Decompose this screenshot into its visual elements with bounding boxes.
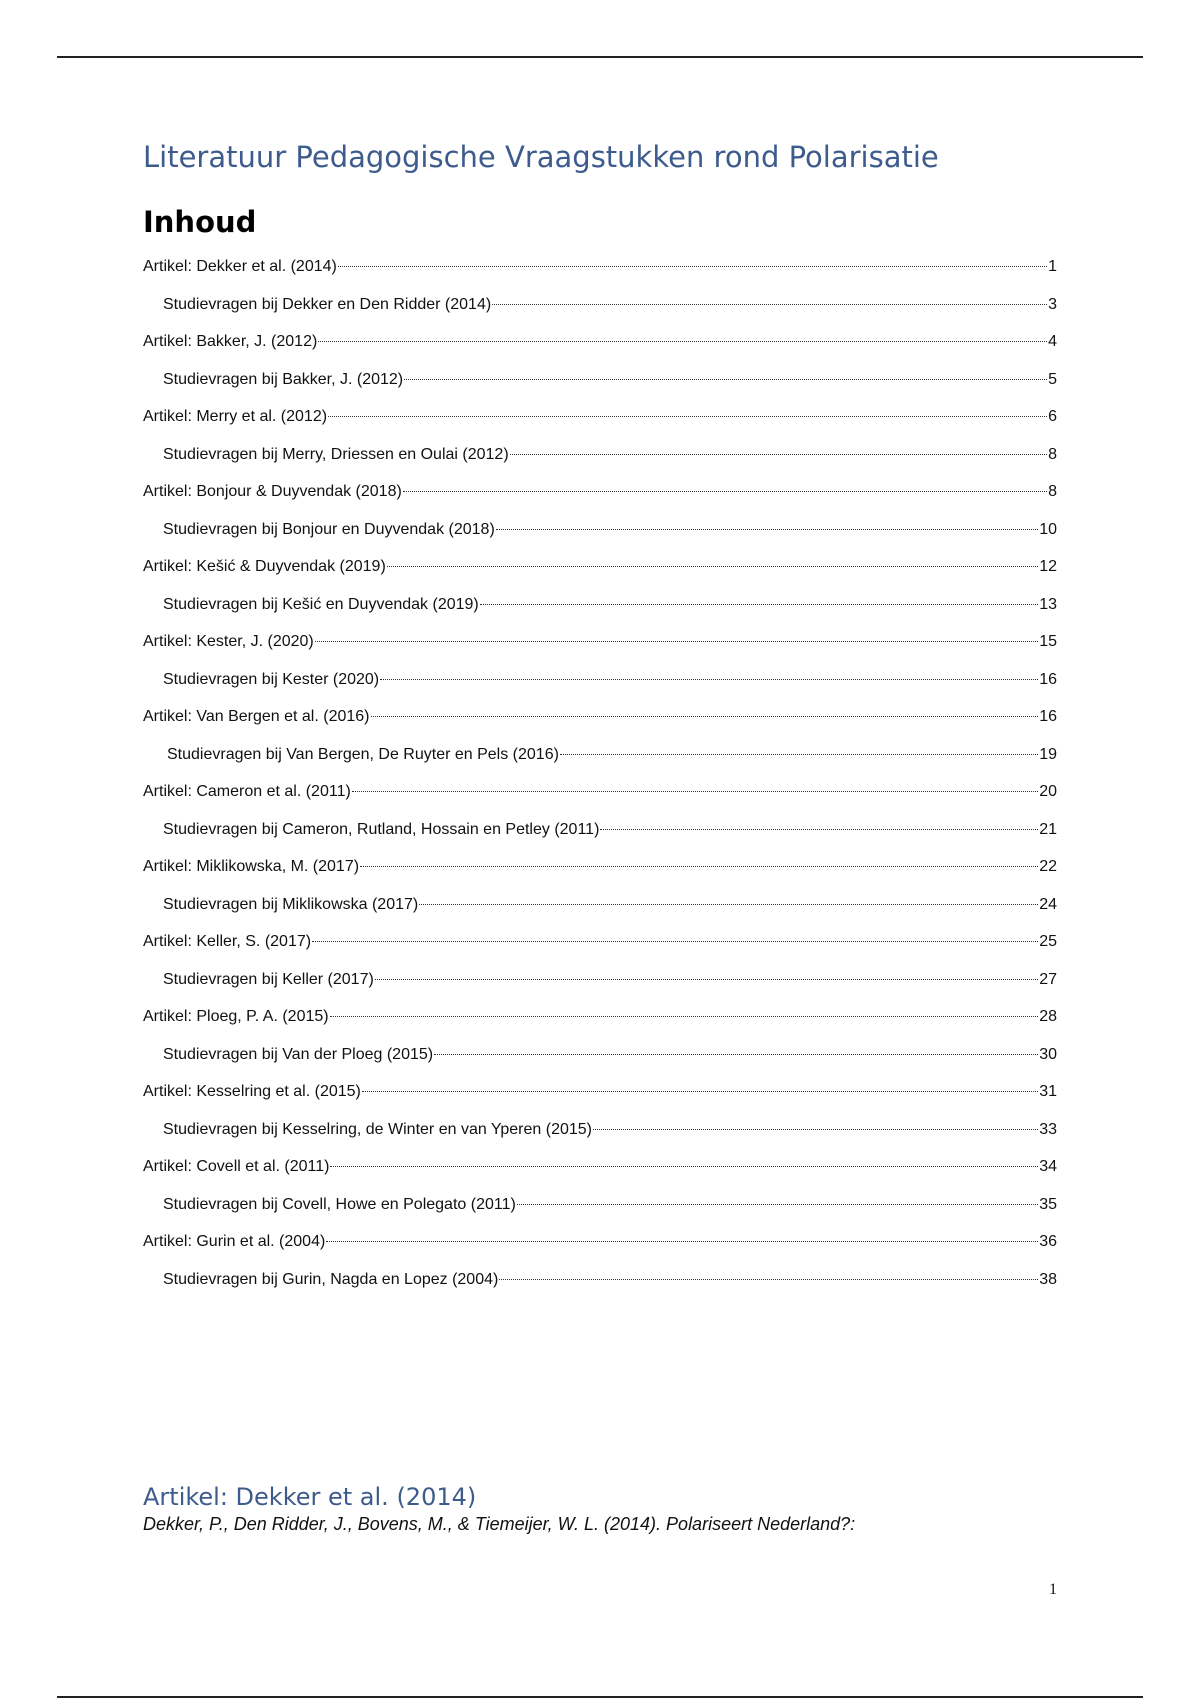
toc-page-number: 16 <box>1039 670 1057 688</box>
document-title: Literatuur Pedagogische Vraagstukken rond Polarisatie <box>143 140 939 174</box>
toc-heading: Inhoud <box>143 205 257 239</box>
toc-entry[interactable] <box>143 783 1057 821</box>
toc-entry[interactable] <box>143 1158 1057 1196</box>
toc-entry-text: Artikel: Kesselring et al. (2015) <box>143 1083 361 1100</box>
toc-leader <box>380 679 1038 680</box>
toc-entry[interactable] <box>143 408 1057 446</box>
toc-entry[interactable] <box>143 1271 1057 1309</box>
toc-page-number: 30 <box>1039 1045 1057 1063</box>
toc-entry-text: Artikel: Bakker, J. (2012) <box>143 333 318 350</box>
toc-entry[interactable] <box>143 858 1057 896</box>
page-number: 1 <box>1049 1581 1057 1598</box>
toc-page-number: 25 <box>1039 933 1057 950</box>
toc-leader <box>517 1204 1038 1205</box>
toc-page-number: 4 <box>1048 333 1057 350</box>
toc-page-number: 6 <box>1048 408 1057 425</box>
toc-page-number: 8 <box>1048 445 1057 463</box>
toc-entry-text: Artikel: Kešić & Duyvendak (2019) <box>143 558 386 575</box>
toc-page-number: 35 <box>1039 1195 1057 1213</box>
toc-entry-text: Studievragen bij Covell, Howe en Polegato (2011) <box>163 1195 516 1213</box>
toc-leader <box>362 1091 1038 1092</box>
toc-page-number: 20 <box>1039 783 1057 800</box>
toc-entry[interactable] <box>143 1196 1057 1234</box>
toc-leader <box>510 454 1047 455</box>
toc-entry-text: Artikel: Cameron et al. (2011) <box>143 783 351 800</box>
toc-leader <box>499 1279 1038 1280</box>
toc-entry-text: Artikel: Ploeg, P. A. (2015) <box>143 1008 329 1025</box>
toc-page-number: 16 <box>1039 708 1057 725</box>
toc-entry-text: Artikel: Miklikowska, M. (2017) <box>143 858 360 875</box>
toc-leader <box>315 641 1038 642</box>
toc-page-number: 19 <box>1039 745 1057 763</box>
toc-page-number: 10 <box>1039 520 1057 538</box>
toc-leader <box>318 341 1047 342</box>
toc-entry-text: Artikel: Kester, J. (2020) <box>143 633 314 650</box>
toc-entry-text: Studievragen bij Merry, Driessen en Oulai (2012) <box>163 445 509 463</box>
toc-leader <box>330 1166 1038 1167</box>
toc-entry-text: Studievragen bij Dekker en Den Ridder (2014) <box>163 295 492 313</box>
toc-leader <box>434 1054 1038 1055</box>
toc-entry-text: Studievragen bij Miklikowska (2017) <box>163 895 419 913</box>
citation-text: Dekker, P., Den Ridder, J., Bovens, M., & Tiemeijer, W. L. (2014). Polariseert Nederland?: <box>143 1514 856 1534</box>
top-rule <box>57 56 1143 58</box>
toc-page-number: 33 <box>1039 1120 1057 1138</box>
toc-entry-text: Studievragen bij Bakker, J. (2012) <box>163 370 404 388</box>
toc-entry-text: Artikel: Merry et al. (2012) <box>143 408 328 425</box>
toc-leader <box>600 829 1038 830</box>
toc-entry[interactable] <box>143 971 1057 1009</box>
toc-leader <box>492 304 1047 305</box>
toc-entry[interactable] <box>143 446 1057 484</box>
toc-entry[interactable] <box>143 1083 1057 1121</box>
toc-entry[interactable] <box>143 596 1057 634</box>
toc-page-number: 15 <box>1039 633 1057 650</box>
toc-entry[interactable] <box>143 896 1057 934</box>
toc-leader <box>593 1129 1038 1130</box>
toc-entry[interactable] <box>143 521 1057 559</box>
toc-leader <box>326 1241 1038 1242</box>
toc-entry[interactable] <box>143 1233 1057 1271</box>
toc-page-number: 22 <box>1039 858 1057 875</box>
toc-entry[interactable] <box>143 746 1057 784</box>
toc-page-number: 1 <box>1048 258 1057 275</box>
toc-entry-text: Artikel: Van Bergen et al. (2016) <box>143 708 370 725</box>
toc-leader <box>480 604 1038 605</box>
toc-page-number: 8 <box>1048 483 1057 500</box>
toc-leader <box>375 979 1038 980</box>
toc-leader <box>330 1016 1039 1017</box>
toc-entry[interactable] <box>143 633 1057 671</box>
toc-entry-text: Artikel: Covell et al. (2011) <box>143 1158 330 1175</box>
toc-leader <box>328 416 1047 417</box>
toc-page-number: 38 <box>1039 1270 1057 1288</box>
toc-page-number: 27 <box>1039 970 1057 988</box>
bottom-rule <box>57 1696 1143 1698</box>
toc-leader <box>360 866 1038 867</box>
toc-leader <box>404 379 1047 380</box>
toc-entry[interactable] <box>143 933 1057 971</box>
toc-leader <box>352 791 1038 792</box>
toc-leader <box>560 754 1038 755</box>
toc-leader <box>419 904 1038 905</box>
toc-page-number: 31 <box>1039 1083 1057 1100</box>
toc-page-number: 36 <box>1039 1233 1057 1250</box>
section-heading: Artikel: Dekker et al. (2014) <box>143 1483 477 1511</box>
toc-page-number: 12 <box>1039 558 1057 575</box>
toc-leader <box>371 716 1039 717</box>
toc-entry[interactable] <box>143 333 1057 371</box>
toc-entry-text: Studievragen bij Cameron, Rutland, Hossain en Petley (2011) <box>163 820 600 838</box>
toc-entry-text: Studievragen bij Bonjour en Duyvendak (2018) <box>163 520 495 538</box>
toc-entry[interactable] <box>143 1008 1057 1046</box>
toc-page-number: 21 <box>1039 820 1057 838</box>
toc-entry-text: Studievragen bij Van Bergen, De Ruyter en Pels (2016) <box>167 745 559 763</box>
toc-page-number: 28 <box>1039 1008 1057 1025</box>
toc-leader <box>338 266 1047 267</box>
toc-entry-text: Studievragen bij Kesselring, de Winter en van Yperen (2015) <box>163 1120 592 1138</box>
toc-entry-text: Studievragen bij Keller (2017) <box>163 970 374 988</box>
toc-leader <box>403 491 1047 492</box>
toc-page-number: 13 <box>1039 595 1057 613</box>
toc-entry[interactable] <box>143 371 1057 409</box>
toc-entry[interactable] <box>143 1121 1057 1159</box>
toc-entry[interactable] <box>143 558 1057 596</box>
toc-entry[interactable] <box>143 483 1057 521</box>
toc-entry[interactable] <box>143 296 1057 334</box>
toc-entry-text: Studievragen bij Kešić en Duyvendak (2019) <box>163 595 479 613</box>
toc-entry[interactable] <box>143 708 1057 746</box>
toc-entry-text: Studievragen bij Van der Ploeg (2015) <box>163 1045 434 1063</box>
toc-page-number: 3 <box>1048 295 1057 313</box>
toc-entry-text: Studievragen bij Kester (2020) <box>163 670 380 688</box>
toc-entry-text: Artikel: Gurin et al. (2004) <box>143 1233 326 1250</box>
toc-entry-text: Artikel: Bonjour & Duyvendak (2018) <box>143 483 402 500</box>
toc-entry-text: Artikel: Dekker et al. (2014) <box>143 258 337 275</box>
toc-entry-text: Artikel: Keller, S. (2017) <box>143 933 312 950</box>
toc-entry[interactable] <box>143 258 1057 296</box>
toc-page-number: 34 <box>1039 1158 1057 1175</box>
toc-leader <box>387 566 1038 567</box>
toc-leader <box>496 529 1038 530</box>
toc-entry-text: Studievragen bij Gurin, Nagda en Lopez (2004) <box>163 1270 499 1288</box>
toc-page-number: 24 <box>1039 895 1057 913</box>
toc-page-number: 5 <box>1048 370 1057 388</box>
toc-entry[interactable] <box>143 821 1057 859</box>
toc-entry[interactable] <box>143 1046 1057 1084</box>
toc-entry[interactable] <box>143 671 1057 709</box>
table-of-contents <box>143 258 1057 1308</box>
toc-leader <box>312 941 1038 942</box>
